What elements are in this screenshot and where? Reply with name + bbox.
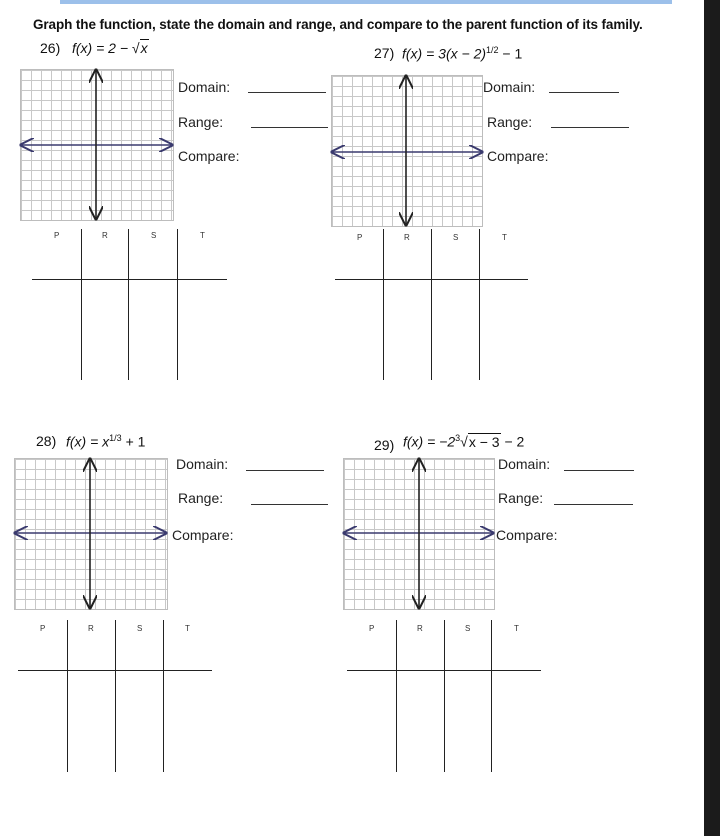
table-header-t-27: T xyxy=(502,233,507,242)
table-divider xyxy=(383,229,384,380)
table-divider xyxy=(479,229,480,380)
function-29-prefix: f(x) = −2 xyxy=(403,433,456,450)
sqrt-symbol: √ xyxy=(131,40,140,56)
table-divider xyxy=(396,620,397,772)
problem-number-27: 27) xyxy=(374,45,395,61)
function-26-prefix: f(x) = 2 − xyxy=(72,40,132,56)
table-header-p-29: P xyxy=(369,624,375,633)
compare-label-26: Compare: xyxy=(178,148,240,164)
range-label-28: Range: xyxy=(178,490,224,506)
table-divider xyxy=(431,229,432,380)
range-answer-27[interactable] xyxy=(551,127,629,128)
domain-label-26: Domain: xyxy=(178,79,231,95)
function-28-exponent: 1/3 xyxy=(109,433,122,443)
table-header-t-29: T xyxy=(514,624,519,633)
function-27-prefix: f(x) = 3(x − 2) xyxy=(402,45,487,62)
problem-number-28: 28) xyxy=(36,433,57,449)
compare-label-28: Compare: xyxy=(172,527,234,543)
domain-answer-29[interactable] xyxy=(564,470,634,471)
table-divider xyxy=(491,620,492,772)
instructions-text: Graph the function, state the domain and range, and compare to the parent function of its family. xyxy=(33,17,643,32)
table-divider xyxy=(67,620,68,772)
function-27-exponent: 1/2 xyxy=(486,45,499,55)
function-28-prefix: f(x) = x xyxy=(66,433,110,450)
table-divider xyxy=(444,620,445,772)
function-27-suffix: − 1 xyxy=(498,45,523,62)
domain-label-27: Domain: xyxy=(483,79,536,95)
domain-answer-28[interactable] xyxy=(246,470,324,471)
function-26-radicand: x xyxy=(140,40,148,56)
function-28-suffix: + 1 xyxy=(121,433,146,450)
domain-label-29: Domain: xyxy=(498,456,551,472)
compare-label-29: Compare: xyxy=(496,527,558,543)
domain-answer-27[interactable] xyxy=(549,92,619,93)
table-divider xyxy=(163,620,164,772)
table-header-r-28: R xyxy=(88,624,94,633)
table-header-t-28: T xyxy=(185,624,190,633)
table-header-r-26: R xyxy=(102,231,108,240)
function-29-suffix: − 2 xyxy=(500,433,525,450)
table-divider xyxy=(115,620,116,772)
function-29-radicand: x − 3 xyxy=(468,433,500,450)
table-header-p-28: P xyxy=(40,624,46,633)
table-header-r-27: R xyxy=(404,233,410,242)
problem-number-29: 29) xyxy=(374,437,395,453)
range-label-26: Range: xyxy=(178,114,224,130)
table-header-s-29: S xyxy=(465,624,471,633)
table-divider xyxy=(81,229,82,380)
range-answer-29[interactable] xyxy=(554,504,633,505)
table-rule-26 xyxy=(32,279,227,280)
table-header-p-27: P xyxy=(357,233,363,242)
range-answer-28[interactable] xyxy=(251,504,328,505)
range-answer-26[interactable] xyxy=(251,127,328,128)
table-header-t-26: T xyxy=(200,231,205,240)
table-header-s-28: S xyxy=(137,624,143,633)
function-29-root-index: 3 xyxy=(455,433,461,443)
table-header-p-26: P xyxy=(54,231,60,240)
table-divider xyxy=(128,229,129,380)
table-header-s-26: S xyxy=(151,231,157,240)
domain-answer-26[interactable] xyxy=(248,92,326,93)
range-label-29: Range: xyxy=(498,490,544,506)
sqrt-symbol: √ xyxy=(460,433,468,450)
domain-label-28: Domain: xyxy=(176,456,229,472)
compare-label-27: Compare: xyxy=(487,148,549,164)
range-label-27: Range: xyxy=(487,114,533,130)
table-header-r-29: R xyxy=(417,624,423,633)
table-header-s-27: S xyxy=(453,233,459,242)
table-divider xyxy=(177,229,178,380)
problem-number-26: 26) xyxy=(40,40,61,56)
